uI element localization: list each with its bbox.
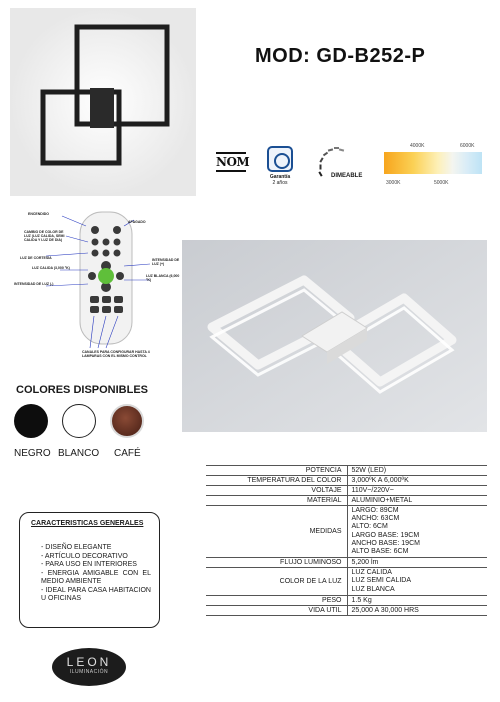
features-title: CARACTERISTICAS GENERALES (31, 520, 144, 527)
swatch-label-brown: CAFÉ (114, 448, 141, 459)
spec-value-line: ALTO BASE: 6CM (351, 548, 409, 556)
spec-key: POTENCIA (206, 466, 347, 476)
cct-label-5000: 5000K (434, 180, 449, 186)
spec-key: PESO (206, 595, 347, 605)
feature-item: - PARA USO EN INTERIORES (41, 561, 137, 568)
warranty-label: Garantía (269, 174, 291, 180)
spec-row-weight (206, 595, 487, 605)
spec-key: FLUJO LUMINOSO (206, 558, 347, 568)
spec-row-lifetime (206, 605, 487, 615)
feature-item: - ENERGIA AMIGABLE CON EL MEDIO AMBIENTE (41, 569, 151, 585)
remote-label-warm: LUZ CALIDA (3,000 °K) (32, 266, 70, 270)
product-photo-main (182, 240, 487, 432)
specifications-table (206, 465, 487, 616)
feature-item: - DISEÑO ELEGANTE (41, 544, 112, 551)
warranty-badge (264, 146, 296, 186)
spec-row-power (206, 466, 487, 476)
spec-value: 52W (LED) (347, 466, 487, 476)
remote-label-intensity-down: INTENSIDAD DE LUZ (-) (14, 282, 54, 286)
spec-key: TEMPERATURA DEL COLOR (206, 476, 347, 486)
color-temperature-bar (384, 152, 482, 174)
spec-value-line: LUZ BLANCA (351, 585, 395, 593)
cct-label-4000: 4000K (410, 143, 425, 149)
spec-row-luminous-flux (206, 558, 487, 568)
swatch-label-white: BLANCO (58, 448, 100, 459)
feature-item: - IDEAL PARA CASA HABITACION U OFICINAS (41, 586, 151, 602)
spec-value-line: ANCHO: 63CM (351, 515, 400, 523)
cct-label-6000: 6000K (460, 143, 475, 149)
colors-title: COLORES DISPONIBLES (16, 384, 149, 396)
spec-value (347, 568, 487, 596)
nom-certification-logo: NOM (216, 152, 246, 172)
spec-row-color-temp (206, 476, 487, 486)
spec-value: 110V~/220V~ (347, 486, 487, 496)
color-temperature-scale (384, 142, 482, 192)
spec-value-line: LARGO BASE: 19CM (351, 531, 420, 539)
swatch-brown (110, 404, 144, 438)
spec-key: VOLTAJE (206, 486, 347, 496)
spec-value: 25,000 A 30,000 HRS (347, 605, 487, 615)
spec-key: MEDIDAS (206, 506, 347, 558)
remote-label-courtesy: LUZ DE CORTESÍA (20, 256, 52, 260)
spec-key: VIDA UTIL (206, 605, 347, 615)
remote-label-color-change: CAMBIO DE COLOR DE LUZ (LUZ CALIDA, SEMI CALIDA Y LUZ DE DIA) (24, 230, 65, 242)
spec-value (347, 506, 487, 558)
spec-value-line: LARGO: 89CM (351, 507, 399, 514)
spec-row-light-color (206, 568, 487, 596)
swatch-white (62, 404, 96, 438)
spec-key: COLOR DE LA LUZ (206, 568, 347, 596)
feature-item: - ARTÍCULO DECORATIVO (41, 552, 128, 560)
spec-value: 1.5 Kg (347, 595, 487, 605)
remote-label-channels: CANALES PARA CONFIGURAR HASTA 4 LAMPARAS CON EL MISMO CONTROL (82, 350, 150, 358)
product-photo-top (10, 8, 196, 196)
warranty-years: 2 años (272, 180, 288, 186)
spec-value-line: ANCHO BASE: 19CM (351, 539, 420, 547)
brand-name: LEON (66, 655, 112, 669)
model-title: MOD: GD-B252-P (255, 45, 426, 67)
brand-subtitle: ILUMINACIÓN (69, 669, 109, 675)
remote-label-on: ENCENDIDO (28, 212, 50, 216)
swatch-label-black: NEGRO (14, 448, 51, 459)
spec-value-line: ALTO: 6CM (351, 523, 388, 531)
spec-key: MATERIAL (206, 496, 347, 506)
spec-row-dimensions (206, 506, 487, 558)
dimmable-icon (316, 146, 372, 186)
remote-label-intensity-up: INTENSIDAD DE LUZ (+) (152, 258, 180, 266)
swatch-black (14, 404, 48, 438)
spec-value-line: LUZ CALIDA (351, 569, 392, 577)
spec-value-line: LUZ SEMI CALIDA (351, 577, 412, 585)
remote-control-diagram (10, 208, 186, 376)
brand-logo (52, 648, 126, 686)
remote-label-white: LUZ BLANCA (6,000 °K) (146, 274, 180, 282)
dimmable-label: DIMEABLE (331, 173, 363, 179)
spec-value: 5,200 lm (347, 558, 487, 568)
spec-row-material (206, 496, 487, 506)
spec-value: ALUMINIO+METAL (347, 496, 487, 506)
remote-label-off: APAGADO (128, 220, 146, 224)
spec-value: 3,000ºK A 6,000ºK (347, 476, 487, 486)
spec-row-voltage (206, 486, 487, 496)
cct-label-3000: 3000K (386, 180, 401, 186)
features-list (41, 544, 151, 604)
warranty-icon (267, 146, 293, 172)
